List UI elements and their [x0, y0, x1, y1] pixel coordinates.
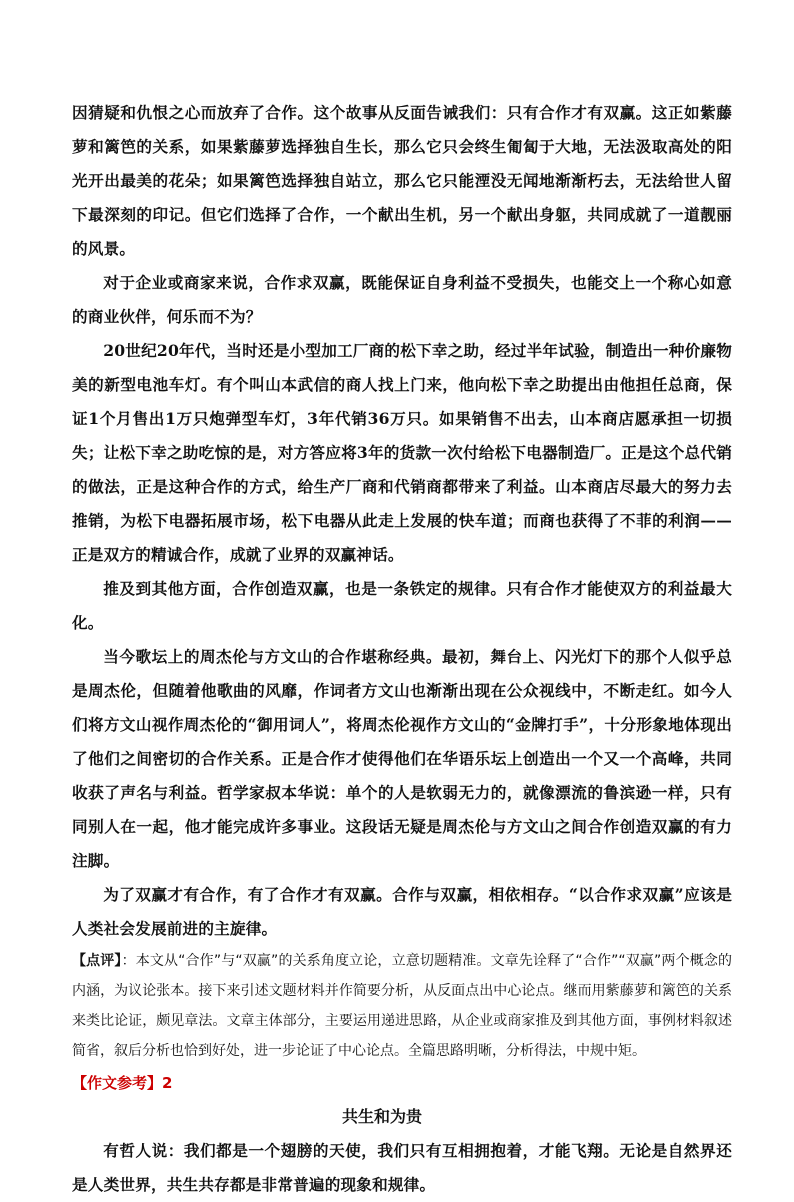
document-page [72, 96, 732, 1202]
reference-number: 2 [162, 1074, 173, 1092]
essay-paragraph-4: 推及到其他方面，合作创造双赢，也是一条铁定的规律。只有合作才能使双方的利益最大化。 [72, 579, 732, 632]
essay2-title: 共生和为贵 [341, 1107, 422, 1126]
essay-paragraph-2: 对于企业或商家来说，合作求双赢，既能保证自身利益不受损失，也能交上一个称心如意的商业伙伴，何乐而不为？ [72, 273, 732, 326]
reference-heading [72, 1066, 732, 1100]
commentary-text: ：本文从“合作”与“双赢”的关系角度立论，立意切题精准。文章先诠释了“合作”“双赢”两个概念的内涵，为议论张本。接下来引述文题材料并作简要分析，从反面点出中心论点。继而用紫藤萝和篱笆的关系来类比论证，颇见章法。文章主体部分，主要运用递进思路，从企业或商家推及到其他方面，事例材料叙述简省，叙后分析也恰到好处，进一步论证了中心论点。全篇思路明晰，分析得法，中规中矩。 [72, 953, 732, 1059]
essay-paragraph-6: 为了双赢才有合作，有了合作才有双赢。合作与双赢，相依相存。“以合作求双赢”应该是人类社会发展前进的主旋律。 [72, 885, 732, 938]
essay2-paragraph-1: 有哲人说：我们都是一个翅膀的天使，我们只有互相拥抱着，才能飞翔。无论是自然界还是人类世界，共生共存都是非常普遍的现象和规律。 [72, 1141, 732, 1194]
essay-paragraph-1: 因猜疑和仇恨之心而放弃了合作。这个故事从反面告诫我们：只有合作才有双赢。这正如紫藤萝和篱笆的关系，如果紫藤萝选择独自生长，那么它只会终生匍匐于大地，无法汲取高处的阳光开出最美的花朵；如果篱笆选择独自站立，那么它只能湮没无闻地渐渐朽去，无法给世人留下最深刻的印记。但它们选择了合作，一个献出生机，另一个献出身躯，共同成就了一道靓丽的风景。 [72, 103, 732, 258]
reference-tag: 【作文参考】 [72, 1074, 163, 1092]
essay-paragraph-5: 当今歌坛上的周杰伦与方文山的合作堪称经典。最初，舞台上、闪光灯下的那个人似乎总是周杰伦，但随着他歌曲的风靡，作词者方文山也渐渐出现在公众视线中，不断走红。如今人们将方文山视作周杰伦的“御用词人”，将周杰伦视作方文山的“金牌打手”，十分形象地体现出了他们之间密切的合作关系。正是合作才使得他们在华语乐坛上创造出一个又一个高峰，共同收获了声名与利益。哲学家叔本华说：单个的人是软弱无力的，就像漂流的鲁滨逊一样，只有同别人在一起，他才能完成许多事业。这段话无疑是周杰伦与方文山之间合作创造双赢的有力注脚。 [72, 647, 732, 870]
essay-paragraph-3: 20世纪20年代，当时还是小型加工厂商的松下幸之助，经过半年试验，制造出一种价廉物美的新型电池车灯。有个叫山本武信的商人找上门来，他向松下幸之助提出由他担任总商，保证1个月售出1万只炮弹型车灯，3年代销36万只。如果销售不出去，山本商店愿承担一切损失；让松下幸之助吃惊的是，对方答应将3年的货款一次付给松下电器制造厂。正是这个总代销的做法，正是这种合作的方式，给生产厂商和代销商都带来了利益。山本商店尽最大的努力去推销，为松下电器拓展市场，松下电器从此走上发展的快车道；而商也获得了不菲的利润——正是双方的精诚合作，成就了业界的双赢神话。 [72, 341, 732, 564]
commentary-tag: 【点评】 [72, 953, 122, 969]
commentary-paragraph [72, 946, 732, 1066]
